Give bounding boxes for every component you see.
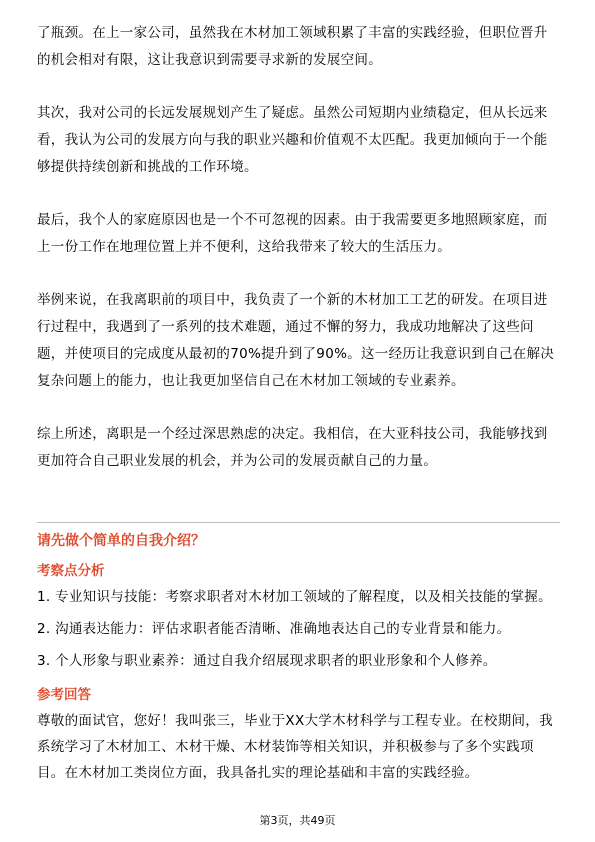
question-heading: 请先做个简单的自我介绍？: [37, 533, 205, 549]
answer-text: 尊敬的面试官，您好！我叫张三，毕业于XX大学木材科学与工程专业。在校期间，我系统学习了木材加工、木材干燥、木材装饰等相关知识，并积极参与了多个实践项目。在木材加工类岗位方面，我具备扎实的理论基础和丰富的实践经验。: [37, 713, 553, 781]
body-text: [37, 20, 560, 475]
analysis-item: 3. 个人形象与职业素养：通过自我介绍展现求职者的职业形象和个人修养。: [37, 653, 497, 669]
page-footer: 第3页，共49页: [259, 814, 336, 827]
paragraph: 其次，我对公司的长远发展规划产生了疑虑。虽然公司短期内业绩稳定，但从长远来看，我认为公司的发展方向与我的职业兴趣和价值观不太匹配。我更加倾向于一个能够提供持续创新和挑战的工作环境。: [37, 105, 548, 175]
analysis-item: 1. 专业知识与技能：考察求职者对木材加工领域的了解程度，以及相关技能的掌握。: [37, 589, 552, 605]
paragraph: 了瓶颈。在上一家公司，虽然我在木材加工领域积累了丰富的实践经验，但职位晋升的机会相对有限，这让我意识到需要寻求新的发展空间。: [37, 25, 548, 68]
paragraph: 综上所述，离职是一个经过深思熟虑的决定。我相信，在大亚科技公司，我能够找到更加符合自己职业发展的机会，并为公司的发展贡献自己的力量。: [37, 426, 548, 469]
answer-heading: 参考回答: [37, 687, 91, 703]
analysis-heading: 考察点分析: [37, 563, 105, 579]
divider: [37, 522, 560, 523]
paragraph: 举例来说，在我离职前的项目中，我负责了一个新的木材加工工艺的研发。在项目进行过程中，我遇到了一系列的技术难题，通过不懈的努力，我成功地解决了这些问题，并使项目的完成度从最初的70%提升到了90%。这一经历让我意识到自己在解决复杂问题上的能力，也让我更加坚信自己在木材加工领域的专业素养。: [37, 292, 555, 389]
qa-section: [37, 530, 560, 786]
paragraph: 最后，我个人的家庭原因也是一个不可忽视的因素。由于我需要更多地照顾家庭，而上一份工作在地理位置上并不便利，这给我带来了较大的生活压力。: [37, 212, 548, 255]
analysis-item: 2. 沟通表达能力：评估求职者能否清晰、准确地表达自己的专业背景和能力。: [37, 621, 511, 637]
